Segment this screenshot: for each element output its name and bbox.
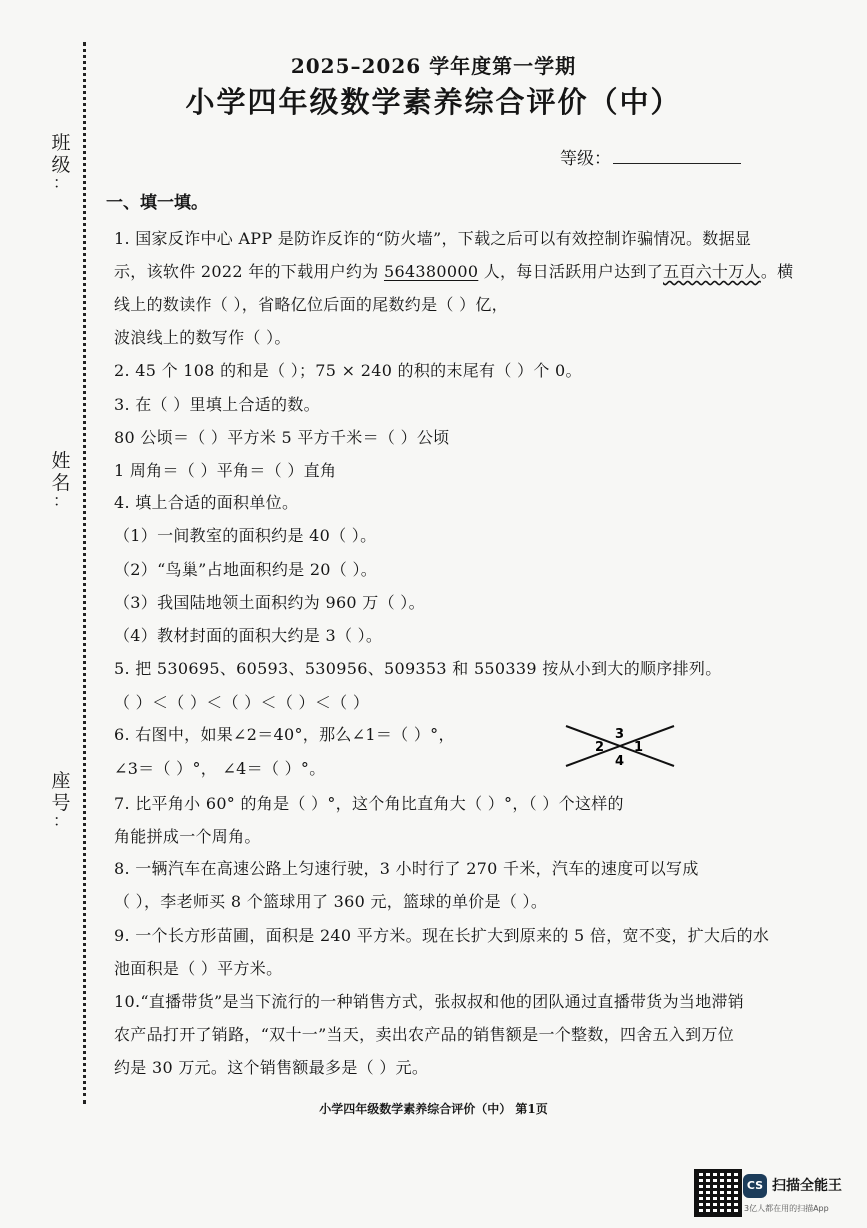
question-4: 4. 填上合适的面积单位。 bbox=[114, 493, 299, 512]
question-4-item-3: （3）我国陆地领土面积约为 960 万（ ）。 bbox=[114, 593, 425, 612]
name-label-colon: ： bbox=[52, 491, 69, 510]
question-5-blanks: （ ）＜（ ）＜（ ）＜（ ）＜（ ） bbox=[114, 693, 370, 712]
intersecting-lines-figure bbox=[560, 720, 680, 772]
question-1-line-1: 1. 国家反诈中心 APP 是防诈反诈的“防火墙”，下载之后可以有效控制诈骗情况。数据显 bbox=[114, 229, 752, 248]
name-label-text: 姓名 bbox=[51, 450, 71, 494]
school-year: 2025–2026 学年度第一学期 bbox=[290, 54, 577, 78]
grade-field bbox=[560, 144, 741, 169]
question-6-line-1: 6. 右图中，如果∠2＝40°，那么∠1＝（ ）°， bbox=[114, 725, 455, 744]
angle-2-label: 2 bbox=[595, 740, 605, 755]
angle-4-label: 4 bbox=[615, 754, 625, 769]
q1-text-pre: 示，该软件 2022 年的下载用户约为 bbox=[114, 262, 384, 281]
q1-text-post: 。横 bbox=[760, 262, 794, 281]
question-9-line-1: 9. 一个长方形苗圃，面积是 240 平方米。现在长扩大到原来的 5 倍，宽不变，扩大后的水 bbox=[114, 926, 770, 945]
seat-label bbox=[48, 770, 74, 828]
binding-dotted-line bbox=[83, 42, 86, 1104]
question-2: 2. 45 个 108 的和是（ ）；75 × 240 的积的末尾有（ ）个 0。 bbox=[114, 361, 582, 380]
scanner-tagline: 3亿人都在用的扫描App bbox=[744, 1204, 829, 1213]
class-label-text: 班级 bbox=[51, 132, 71, 176]
question-4-item-4: （4）教材封面的面积大约是 3（ ）。 bbox=[114, 626, 383, 645]
question-1-line-3: 线上的数读作（ ），省略亿位后面的尾数约是（ ）亿， bbox=[114, 295, 508, 314]
name-label bbox=[48, 450, 74, 508]
section-title: 一、填一填。 bbox=[106, 193, 208, 213]
grade-blank[interactable] bbox=[613, 147, 741, 164]
angle-1-label: 1 bbox=[634, 740, 644, 755]
question-7-line-2: 角能拼成一个周角。 bbox=[114, 827, 261, 846]
question-10-line-1: 10.“直播带货”是当下流行的一种销售方式，张叔叔和他的团队通过直播带货为当地滞销 bbox=[114, 992, 745, 1011]
page-footer: 小学四年级数学素养综合评价（中） 第1页 bbox=[319, 1102, 548, 1116]
grade-label: 等级： bbox=[560, 149, 611, 169]
question-9-line-2: 池面积是（ ）平方米。 bbox=[114, 959, 283, 978]
question-5: 5. 把 530695、60593、530956、509353 和 550339 按从小到大的顺序排列。 bbox=[114, 659, 722, 678]
class-label-colon: ： bbox=[52, 173, 69, 192]
question-3-row-1: 80 公顷＝（ ）平方米 5 平方千米＝（ ）公顷 bbox=[114, 428, 450, 447]
question-3-row-2: 1 周角＝（ ）平角＝（ ）直角 bbox=[114, 461, 337, 480]
question-7-line-1: 7. 比平角小 60° 的角是（ ）°，这个角比直角大（ ）°，（ ）个这样的 bbox=[114, 794, 624, 813]
angle-3-label: 3 bbox=[615, 727, 625, 742]
question-3: 3. 在（ ）里填上合适的数。 bbox=[114, 395, 320, 414]
question-8-line-2: （ ），李老师买 8 个篮球用了 360 元，篮球的单价是（ ）。 bbox=[114, 892, 548, 911]
seat-label-text: 座号 bbox=[51, 770, 71, 814]
q1-text-mid: 人，每日活跃用户达到了 bbox=[478, 262, 663, 281]
scanner-logo: CS bbox=[743, 1174, 767, 1198]
class-label bbox=[48, 132, 74, 190]
seat-label-colon: ： bbox=[52, 811, 69, 830]
scanner-app-name: 扫描全能王 bbox=[772, 1178, 842, 1194]
question-10-line-3: 约是 30 万元。这个销售额最多是（ ）元。 bbox=[114, 1058, 429, 1077]
question-4-item-2: （2）“鸟巢”占地面积约是 20（ ）。 bbox=[114, 560, 378, 579]
question-6-line-2: ∠3＝（ ）°， ∠4＝（ ）°。 bbox=[114, 759, 326, 778]
question-10-line-2: 农产品打开了销路，“双十一”当天，卖出农产品的销售额是一个整数，四舍五入到万位 bbox=[114, 1025, 735, 1044]
q1-underlined-number: 564380000 bbox=[383, 262, 479, 281]
question-1-line-2 bbox=[114, 259, 793, 282]
q1-wavy-number: 五百六十万人 bbox=[663, 262, 761, 281]
question-8-line-1: 8. 一辆汽车在高速公路上匀速行驶，3 小时行了 270 千米，汽车的速度可以写成 bbox=[114, 859, 699, 878]
question-4-item-1: （1）一间教室的面积约是 40（ ）。 bbox=[114, 526, 377, 545]
question-1-line-4: 波浪线上的数写作（ ）。 bbox=[114, 328, 291, 347]
qr-code-image bbox=[694, 1169, 742, 1217]
exam-title: 小学四年级数学素养综合评价（中） bbox=[185, 85, 682, 119]
